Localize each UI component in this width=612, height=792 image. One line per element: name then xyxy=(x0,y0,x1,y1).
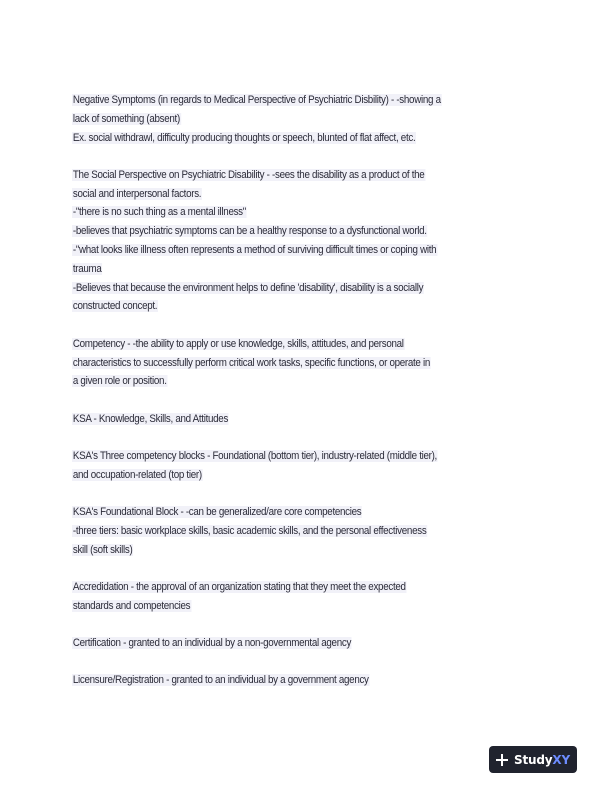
text-line-content: skill (soft skills) xyxy=(72,543,133,556)
text-line xyxy=(72,354,476,373)
text-line xyxy=(72,222,476,241)
brand-name-accent: XY xyxy=(552,752,570,767)
paragraph xyxy=(72,410,542,429)
studyxy-logo[interactable] xyxy=(489,746,577,773)
text-line-content: -three tiers: basic workplace skills, basic academic skills, and the personal effectiveness xyxy=(72,524,427,537)
text-line-content: -believes that psychiatric symptoms can be a healthy response to a dysfunctional world. xyxy=(72,225,427,238)
text-line-content: -Believes that because the environment helps to define 'disability', disability is a socially xyxy=(72,281,424,294)
text-line xyxy=(72,166,476,185)
paragraph xyxy=(72,671,542,690)
paragraph xyxy=(72,447,542,485)
text-line-content: -"what looks like illness often represents a method of surviving difficult times or coping with xyxy=(72,244,437,257)
text-line-content: lack of something (absent) xyxy=(72,112,180,125)
text-line xyxy=(72,410,476,429)
paragraph xyxy=(72,503,542,559)
text-line-content: trauma xyxy=(72,262,102,275)
text-line-content: KSA's Foundational Block - -can be generalized/are core competencies xyxy=(72,506,362,519)
text-line xyxy=(72,447,476,466)
text-line xyxy=(72,241,476,260)
text-line-content: constructed concept. xyxy=(72,300,158,313)
text-line-content: and occupation-related (top tier) xyxy=(72,468,202,481)
plus-icon xyxy=(496,754,508,766)
document-body xyxy=(72,91,542,709)
paragraph xyxy=(72,91,542,147)
text-line xyxy=(72,297,476,316)
text-line-content: Competency - -the ability to apply or use knowledge, skills, attitudes, and personal xyxy=(72,337,404,350)
text-line xyxy=(72,260,476,279)
text-line xyxy=(72,372,476,391)
text-line-content: a given role or position. xyxy=(72,375,167,388)
text-line xyxy=(72,503,476,522)
text-line-content: The Social Perspective on Psychiatric Disability - -sees the disability as a product of the xyxy=(72,168,425,181)
text-line-content: -"there is no such thing as a mental illness" xyxy=(72,206,246,219)
text-line-content: social and interpersonal factors. xyxy=(72,187,202,200)
paragraph xyxy=(72,578,542,616)
text-line-content: Negative Symptoms (in regards to Medical Perspective of Psychiatric Disbility) - -showing a xyxy=(72,94,441,106)
text-line xyxy=(72,203,476,222)
text-line-content: standards and competencies xyxy=(72,599,191,612)
paragraph xyxy=(72,634,542,653)
text-line xyxy=(72,110,476,129)
brand-name-main: Study xyxy=(514,752,553,767)
text-line xyxy=(72,466,476,485)
text-line-content: characteristics to successfully perform critical work tasks, specific functions, or operate in xyxy=(72,356,431,369)
text-line xyxy=(72,279,476,298)
brand-name xyxy=(514,753,570,767)
text-line xyxy=(72,671,476,690)
text-line-content: Certification - granted to an individual by a non-governmental agency xyxy=(72,637,352,650)
paragraph xyxy=(72,335,542,391)
text-line xyxy=(72,91,476,110)
text-line-content: Licensure/Registration - granted to an individual by a government agency xyxy=(72,674,369,687)
text-line xyxy=(72,597,476,616)
text-line-content: KSA's Three competency blocks - Foundational (bottom tier), industry-related (middle tier), xyxy=(72,449,437,462)
text-line xyxy=(72,335,476,354)
text-line xyxy=(72,578,476,597)
text-line xyxy=(72,185,476,204)
paragraph xyxy=(72,166,542,316)
text-line-content: KSA - Knowledge, Skills, and Attitudes xyxy=(72,412,229,425)
text-line xyxy=(72,541,476,560)
text-line xyxy=(72,634,476,653)
text-line-content: Ex. social withdrawl, difficulty producing thoughts or speech, blunted of flat affect, etc. xyxy=(72,131,416,144)
text-line-content: Accredidation - the approval of an organization stating that they meet the expected xyxy=(72,580,406,593)
text-line xyxy=(72,129,476,148)
text-line xyxy=(72,522,476,541)
